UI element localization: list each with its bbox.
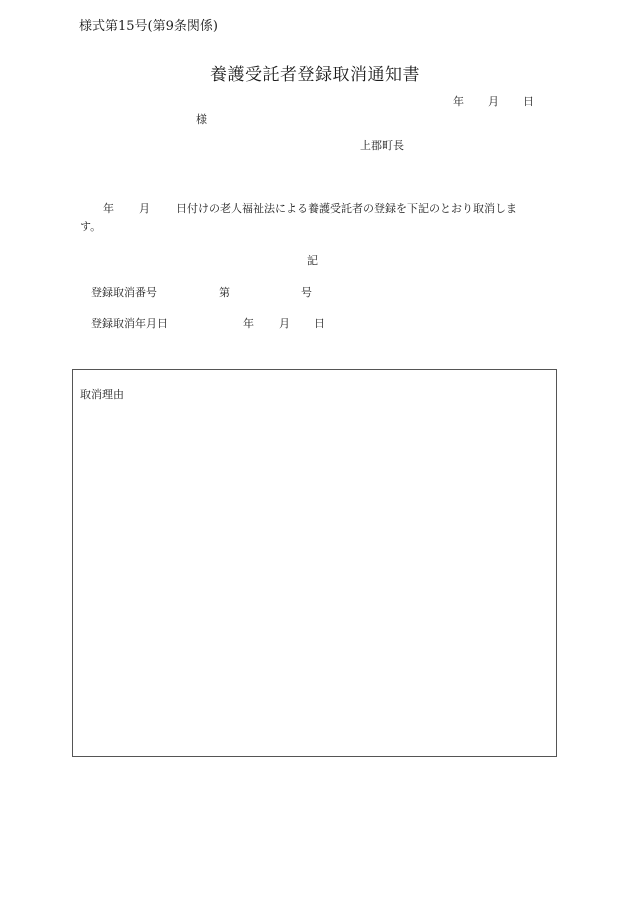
cancel-date-day: 日 <box>314 317 325 330</box>
cancel-date-year: 年 <box>243 317 254 330</box>
notice-ki: 記 <box>307 254 318 267</box>
issue-date-month: 月 <box>488 95 499 108</box>
body-month: 月 <box>139 202 150 215</box>
cancel-reason-box <box>72 369 557 757</box>
body-line2-text: す。 <box>80 220 102 233</box>
cancel-number-prefix: 第 <box>219 286 230 299</box>
body-year: 年 <box>103 202 114 215</box>
cancel-date-month: 月 <box>279 317 290 330</box>
cancel-date-label: 登録取消年月日 <box>91 317 168 330</box>
form-number: 様式第15号(第9条関係) <box>79 19 218 34</box>
issuer-name: 上郡町長 <box>360 139 404 152</box>
cancel-reason-label: 取消理由 <box>80 388 124 401</box>
issue-date-day: 日 <box>523 95 534 108</box>
addressee-honorific: 様 <box>196 113 207 126</box>
cancel-number-suffix: 号 <box>301 286 312 299</box>
document-title: 養護受託者登録取消通知書 <box>210 65 420 85</box>
cancel-number-label: 登録取消番号 <box>91 286 157 299</box>
issue-date-year: 年 <box>453 95 464 108</box>
body-line1-text: 日付けの老人福祉法による養護受託者の登録を下記のとおり取消しま <box>176 202 517 215</box>
